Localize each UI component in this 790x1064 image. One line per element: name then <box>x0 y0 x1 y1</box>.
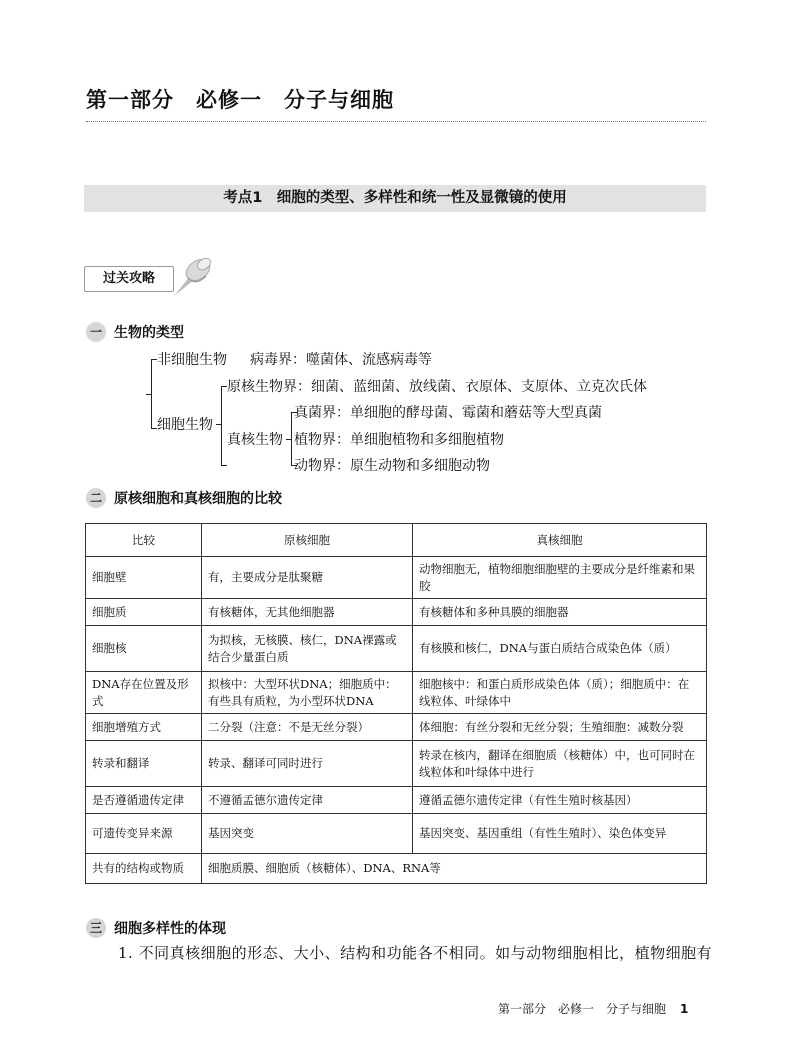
table-cell: 体细胞：有丝分裂和无丝分裂；生殖细胞：减数分裂 <box>413 714 707 741</box>
title-divider <box>86 121 706 122</box>
table-row <box>86 714 707 741</box>
page-footer <box>498 1000 688 1017</box>
section-3-number: 三 <box>86 918 106 938</box>
tree-eukaryote: 真核生物 <box>227 432 283 448</box>
section-2-number: 二 <box>86 488 106 508</box>
table-header-row <box>86 524 707 557</box>
tree-brace-cell <box>221 386 222 466</box>
table-cell: 遵循孟德尔遗传定律（有性生殖时核基因） <box>413 787 707 814</box>
tree-non-cell: 非细胞生物 <box>157 352 227 368</box>
part-title-2: 必修一 <box>196 88 262 112</box>
comparison-table <box>85 523 707 884</box>
table-cell: 转录在核内，翻译在细胞质（核糖体）中，也可同时在线粒体和叶绿体中进行 <box>413 741 707 787</box>
tree-brace-root <box>151 359 152 429</box>
table-cell: 基因突变 <box>202 814 413 854</box>
section-2-title: 原核细胞和真核细胞的比较 <box>114 491 282 507</box>
page-number: 1 <box>680 1002 689 1016</box>
table-row <box>86 854 707 884</box>
table-cell: 细胞增殖方式 <box>86 714 202 741</box>
part-title-3: 分子与细胞 <box>284 88 394 112</box>
table-row <box>86 626 707 672</box>
section-2-heading <box>86 488 282 508</box>
table-row <box>86 599 707 626</box>
table-row <box>86 672 707 714</box>
section-1-heading <box>86 322 184 342</box>
table-cell: 拟核中：大型环状DNA；细胞质中：有些具有质粒，为小型环状DNA <box>202 672 413 714</box>
table-cell: 是否遵循遗传定律 <box>86 787 202 814</box>
table-cell: 有，主要成分是肽聚糖 <box>202 557 413 599</box>
table-row <box>86 557 707 599</box>
table-header: 原核细胞 <box>202 524 413 557</box>
table-cell: 有核膜和核仁，DNA与蛋白质结合成染色体（质） <box>413 626 707 672</box>
table-cell: 二分裂（注意：不是无丝分裂） <box>202 714 413 741</box>
tree-virus: 病毒界：噬菌体、流感病毒等 <box>250 352 432 368</box>
table-cell: 有核糖体和多种具膜的细胞器 <box>413 599 707 626</box>
part-title-1: 第一部分 <box>86 88 174 112</box>
table-row <box>86 814 707 854</box>
table-cell: 细胞核中：和蛋白质形成染色体（质）；细胞质中：在线粒体、叶绿体中 <box>413 672 707 714</box>
table-row <box>86 741 707 787</box>
tip-label: 过关攻略 <box>84 266 174 292</box>
table-cell: 不遵循孟德尔遗传定律 <box>202 787 413 814</box>
section-3-title: 细胞多样性的体现 <box>114 921 226 937</box>
table-cell: 动物细胞无，植物细胞细胞壁的主要成分是纤维素和果胶 <box>413 557 707 599</box>
section-1-number: 一 <box>86 322 106 342</box>
topic-heading: 考点1 细胞的类型、多样性和统一性及显微镜的使用 <box>84 185 706 212</box>
table-header: 比较 <box>86 524 202 557</box>
pushpin-icon <box>168 250 218 300</box>
table-cell: 共有的结构或物质 <box>86 854 202 884</box>
table-cell: 转录和翻译 <box>86 741 202 787</box>
footer-text: 第一部分 必修一 分子与细胞 <box>498 1002 667 1016</box>
table-header: 真核细胞 <box>413 524 707 557</box>
table-cell: 转录、翻译可同时进行 <box>202 741 413 787</box>
table-cell: 可遗传变异来源 <box>86 814 202 854</box>
body-paragraph: 1. 不同真核细胞的形态、大小、结构和功能各不相同。如与动物细胞相比，植物细胞有 <box>118 944 713 962</box>
section-3-heading <box>86 918 226 938</box>
table-cell: DNA存在位置及形式 <box>86 672 202 714</box>
table-cell: 为拟核，无核膜、核仁，DNA裸露或结合少量蛋白质 <box>202 626 413 672</box>
tree-fungi: 真菌界：单细胞的酵母菌、霉菌和蘑菇等大型真菌 <box>294 405 602 421</box>
table-cell: 有核糖体，无其他细胞器 <box>202 599 413 626</box>
table-cell: 细胞质 <box>86 599 202 626</box>
tree-animal: 动物界：原生动物和多细胞动物 <box>294 458 490 474</box>
section-1-title: 生物的类型 <box>114 325 184 341</box>
tree-brace-eukaryote <box>291 412 292 466</box>
table-cell: 基因突变、基因重组（有性生殖时）、染色体变异 <box>413 814 707 854</box>
part-title <box>86 84 416 114</box>
tree-prokaryote: 原核生物界：细菌、蓝细菌、放线菌、衣原体、支原体、立克次氏体 <box>227 379 647 395</box>
table-cell: 细胞核 <box>86 626 202 672</box>
table-cell: 细胞质膜、细胞质（核糖体）、DNA、RNA等 <box>202 854 707 884</box>
table-row <box>86 787 707 814</box>
table-cell: 细胞壁 <box>86 557 202 599</box>
tree-cell: 细胞生物 <box>157 417 213 433</box>
tree-plant: 植物界：单细胞植物和多细胞植物 <box>294 432 504 448</box>
